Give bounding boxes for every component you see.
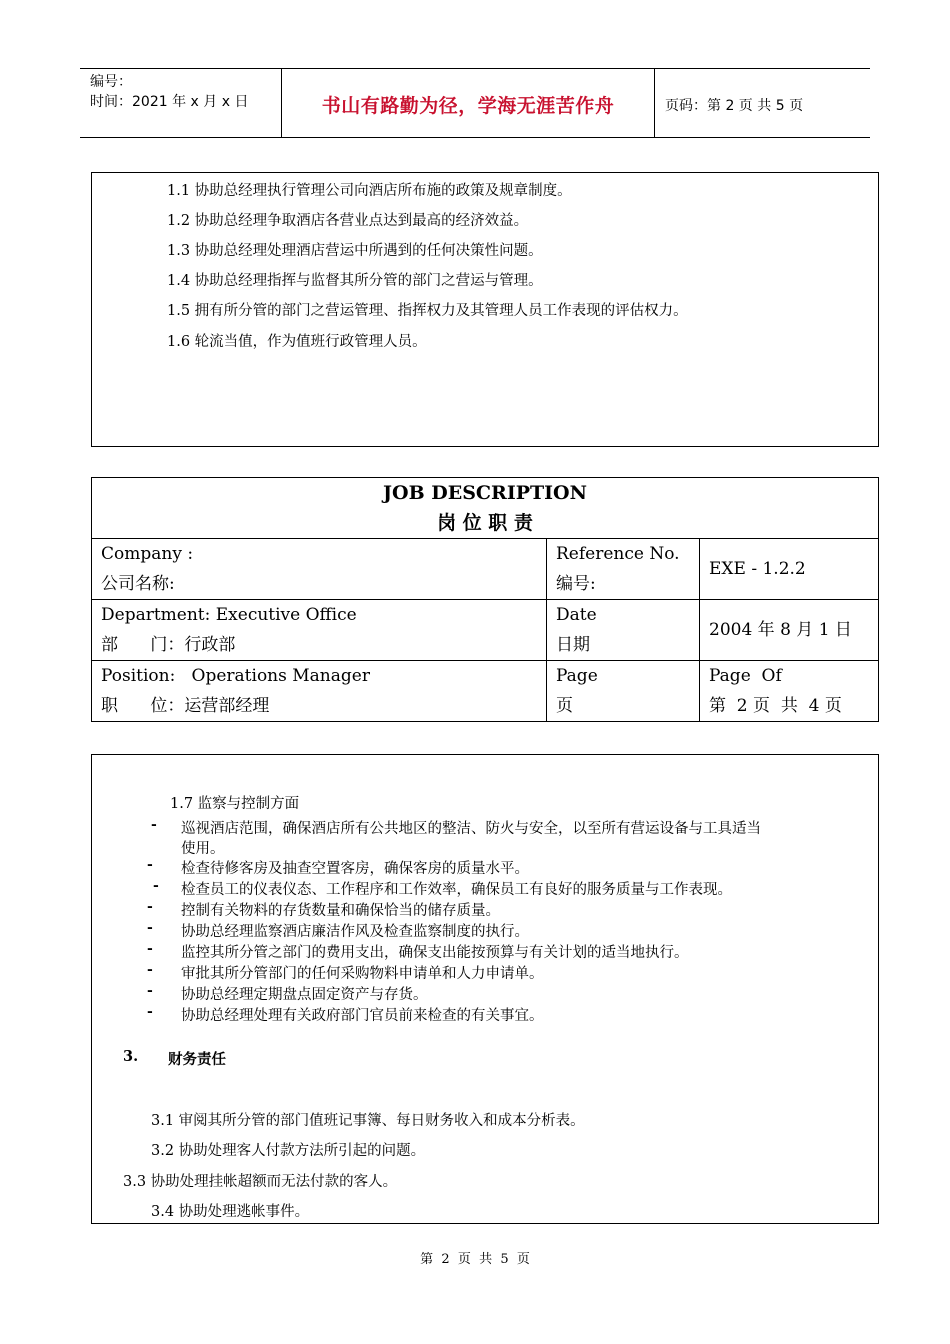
bullet-dash: - xyxy=(147,857,153,873)
title-cn: 岗 位 职 责 xyxy=(437,512,533,534)
table-title xyxy=(92,478,879,539)
ref-cn: 编号: xyxy=(556,574,596,594)
pos-cn: 职 位：运营部经理 xyxy=(101,696,270,716)
company-en: Company : xyxy=(101,544,194,564)
bullet-item: 检查待修客房及抽查空置客房，确保客房的质量水平。 xyxy=(181,861,529,877)
section3-title: 财务责任 xyxy=(168,1051,226,1068)
header-meta xyxy=(80,69,281,137)
bullet-item: 协助总经理监察酒店廉洁作风及检查监察制度的执行。 xyxy=(181,924,529,940)
position-cell xyxy=(92,661,547,722)
bullet-item: 审批其所分管部门的任何采购物料申请单和人力申请单。 xyxy=(181,966,544,982)
date-label-cell xyxy=(547,600,700,661)
bullet-item: 控制有关物料的存货数量和确保恰当的储存质量。 xyxy=(181,903,500,919)
bullet-dash: - xyxy=(151,817,157,833)
table-row xyxy=(92,539,879,600)
ref-label-cell xyxy=(547,539,700,600)
section1-box xyxy=(91,172,879,447)
ref-en: Reference No. xyxy=(556,544,680,564)
bullet-dash: - xyxy=(147,962,153,978)
header-page-cell xyxy=(655,69,870,137)
title-en: JOB DESCRIPTION xyxy=(383,482,587,504)
page-label-cell xyxy=(547,661,700,722)
header-page-info: 页码：第 2 页 共 5 页 xyxy=(665,98,804,114)
table-row xyxy=(92,661,879,722)
bullet-dash: - xyxy=(147,899,153,915)
page-cn: 页 xyxy=(556,696,573,716)
ref-value: EXE - 1.2.2 xyxy=(700,539,879,600)
page-footer: 第 2 页 共 5 页 xyxy=(420,1252,530,1267)
section2-box xyxy=(91,754,879,1224)
pos-en: Position: Operations Manager xyxy=(101,666,370,686)
bullet-item-continuation: 使用。 xyxy=(181,841,225,857)
section17-heading: 1.7 监察与控制方面 xyxy=(170,796,300,812)
page-value-en: Page Of xyxy=(709,666,782,686)
section3-item: 3.4 协助处理逃帐事件。 xyxy=(151,1204,310,1220)
bullet-dash: - xyxy=(147,941,153,957)
page-value-cn: 第 2 页 共 4 页 xyxy=(709,696,842,716)
date-cn: 日期 xyxy=(556,635,590,655)
section1-item: 1.5 拥有所分管的部门之营运管理、指挥权力及其管理人员工作表现的评估权力。 xyxy=(167,303,688,319)
time-label: 时间：2021 年 x 月 x 日 xyxy=(90,94,249,110)
dept-cn: 部 门：行政部 xyxy=(101,635,236,655)
page-header xyxy=(80,68,870,138)
bullet-item: 巡视酒店范围，确保酒店所有公共地区的整洁、防火与安全，以至所有营运设备与工具适当 xyxy=(181,821,761,837)
dept-en: Department: Executive Office xyxy=(101,605,357,625)
bullet-dash: - xyxy=(147,983,153,999)
section1-item: 1.6 轮流当值，作为值班行政管理人员。 xyxy=(167,334,427,350)
header-motto-cell xyxy=(281,69,655,137)
section3-item: 3.3 协助处理挂帐超额而无法付款的客人。 xyxy=(123,1174,398,1190)
company-cn: 公司名称: xyxy=(101,574,175,594)
section1-item: 1.1 协助总经理执行管理公司向酒店所布施的政策及规章制度。 xyxy=(167,183,572,199)
date-en: Date xyxy=(556,605,597,625)
bullet-dash: - xyxy=(147,1004,153,1020)
table-row xyxy=(92,600,879,661)
job-description-table xyxy=(91,477,879,722)
section3-number: 3. xyxy=(123,1048,139,1065)
section1-item: 1.2 协助总经理争取酒店各营业点达到最高的经济效益。 xyxy=(167,213,529,229)
section3-item: 3.2 协助处理客人付款方法所引起的问题。 xyxy=(151,1143,426,1159)
motto: 书山有路勤为径，学海无涯苦作舟 xyxy=(321,95,615,117)
section1-item: 1.4 协助总经理指挥与监督其所分管的部门之营运与管理。 xyxy=(167,273,543,289)
page-value-cell xyxy=(700,661,879,722)
bullet-item: 协助总经理定期盘点固定资产与存货。 xyxy=(181,987,428,1003)
department-cell xyxy=(92,600,547,661)
company-cell xyxy=(92,539,547,600)
section1-item: 1.3 协助总经理处理酒店营运中所遇到的任何决策性问题。 xyxy=(167,243,543,259)
bullet-item: 监控其所分管之部门的费用支出，确保支出能按预算与有关计划的适当地执行。 xyxy=(181,945,689,961)
date-value: 2004 年 8 月 1 日 xyxy=(700,600,879,661)
number-label: 编号： xyxy=(90,74,132,90)
section3-item: 3.1 审阅其所分管的部门值班记事簿、每日财务收入和成本分析表。 xyxy=(151,1113,585,1129)
bullet-item: 协助总经理处理有关政府部门官员前来检查的有关事宜。 xyxy=(181,1008,544,1024)
page-en: Page xyxy=(556,666,598,686)
bullet-dash: - xyxy=(153,878,159,894)
bullet-item: 检查员工的仪表仪态、工作程序和工作效率，确保员工有良好的服务质量与工作表现。 xyxy=(181,882,732,898)
bullet-dash: - xyxy=(147,920,153,936)
